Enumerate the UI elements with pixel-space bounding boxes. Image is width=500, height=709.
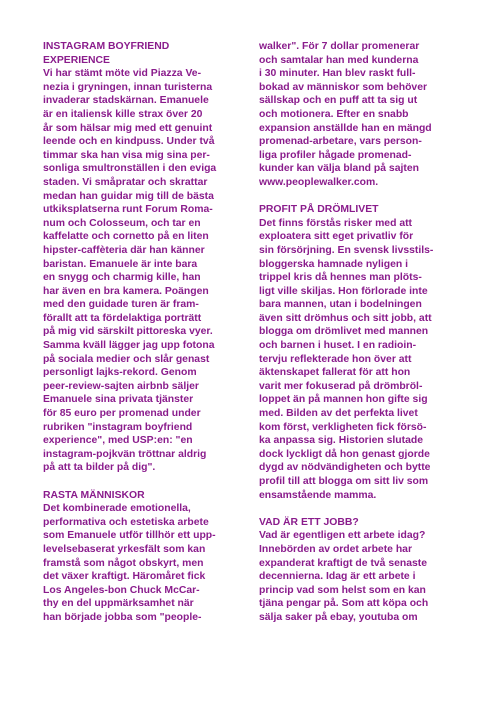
body-text-line: han började jobba som "people-	[43, 611, 202, 623]
body-text-line: blogga om drömlivet med mannen	[259, 326, 429, 338]
body-text-line: sälja saker på ebay, youtuba om	[259, 611, 418, 623]
body-text-line: dygd av nödvändigheten och bytte	[259, 462, 431, 474]
section-body-text	[259, 217, 464, 502]
body-text-line: för 85 euro per promenad under	[43, 408, 201, 420]
body-text-line: expanderat kraftigt de två senaste	[259, 557, 428, 569]
body-text-line: promenad-arbetare, vars person-	[259, 136, 422, 148]
body-text-line: har även en bra kamera. Poängen	[43, 285, 209, 297]
body-text-line: liga profiler hågade promenad-	[259, 149, 412, 161]
heading-line: INSTAGRAM BOYFRIEND	[43, 41, 170, 52]
body-text-line: Det kombinerade emotionella,	[43, 503, 191, 515]
body-text-line: med. Bilden av det perfekta livet	[259, 408, 418, 420]
body-text-line: exploatera sitt eget privatliv för	[259, 231, 414, 243]
body-text-line: Emanuele sina privata tjänster	[43, 394, 194, 406]
heading-line: RASTA MÄNNISKOR	[43, 489, 145, 501]
body-text-line: som Emanuele utför tillhör ett upp-	[43, 530, 216, 542]
body-text-line: num och Colosseum, och tar en	[43, 217, 201, 229]
body-text-line: profil till att blogga om sitt liv som	[259, 476, 429, 487]
body-text-line: på mig vid särskilt pittoreska vyer.	[43, 326, 213, 338]
body-text-line: på sociala medier och slår genast	[43, 353, 210, 365]
body-text-line: i 30 minuter. Han blev raskt full-	[259, 68, 416, 80]
section-body-text	[43, 67, 240, 475]
body-text-line: tervju reflekterade hon över att	[259, 353, 412, 365]
body-text-line: levelsebaserat yrkesfält som kan	[43, 543, 206, 555]
body-text-line: bokad av människor som behöver	[259, 81, 428, 93]
section-body-text	[43, 502, 240, 624]
body-text-line: baristan. Emanuele är inte bara	[43, 258, 198, 270]
body-text-line: bloggerska hamnade nyligen i	[259, 258, 408, 270]
body-text-line: äktenskapet fallerat för att hon	[259, 367, 411, 379]
body-text-line: thy en del uppmärksamhet när	[43, 598, 194, 610]
body-text-line: trippel kris då hennes man plöts-	[259, 272, 422, 284]
left-column	[43, 40, 240, 625]
body-text-line: loppet än på mannen hon gifte sig	[259, 394, 428, 406]
body-text-line: Los Angeles-bon Chuck McCar-	[43, 584, 200, 596]
body-text-line: utkiksplatserna runt Forum Roma-	[43, 204, 213, 216]
body-text-line: www.peoplewalker.com.	[259, 176, 379, 188]
body-text-line: expansion anställde han en mängd	[259, 122, 432, 134]
section-heading-rasta-manniskor	[43, 489, 240, 503]
body-text-line: performativa och estetiska arbete	[43, 516, 209, 528]
section-heading-vad-ar-ett-jobb	[259, 516, 464, 530]
body-text-line: kaffelatte och cornetto på en liten	[43, 231, 209, 243]
body-text-line: invaderar stadskärnan. Emanuele	[43, 95, 209, 107]
body-text-line: experience", med USP:en: "en	[43, 435, 193, 447]
body-text-line: leende och en kindpuss. Under två	[43, 136, 215, 148]
body-text-line: och barnen i huset. I en radioin-	[259, 340, 417, 352]
body-text-line: ligt ville skiljas. Hon förlorade inte	[259, 285, 428, 297]
body-text-line: kunder kan välja bland på sajten	[259, 163, 419, 175]
body-text-line: varit mer fokuserad på drömbröl-	[259, 380, 423, 392]
body-text-line: sonliga smultronställen i den eviga	[43, 163, 217, 175]
body-text-line: medan han guidar mig till de bästa	[43, 190, 214, 202]
body-text-line: Samma kväll lägger jag upp fotona	[43, 340, 215, 352]
body-text-line: år som hälsar mig med ett genuint	[43, 122, 213, 134]
body-text-line: framstå som något obskyrt, men	[43, 557, 204, 569]
body-text-line: decennierna. Idag är ett arbete i	[259, 571, 416, 583]
heading-line: PROFIT PÅ DRÖMLIVET	[259, 204, 379, 216]
body-text-line: en snygg och charmig kille, han	[43, 272, 201, 284]
body-text-line: personligt lajks-rekord. Genom	[43, 367, 197, 379]
body-text-line: timmar ska han visa mig sina per-	[43, 149, 210, 161]
body-text-line: med den guidade turen är fram-	[43, 299, 199, 311]
section-body-text	[259, 40, 464, 190]
article-section	[259, 516, 464, 625]
body-text-line: peer-review-sajten airbnb säljer	[43, 380, 199, 392]
body-text-line: och samtalar han med kunderna	[259, 54, 419, 66]
body-text-line: på att ta bilder på dig".	[43, 462, 156, 474]
article-section	[259, 203, 464, 502]
body-text-line: sin försörjning. En svensk livsstils-	[259, 244, 434, 256]
body-text-line: bara mannen, utan i bodelningen	[259, 299, 422, 311]
right-column	[259, 40, 464, 625]
body-text-line: kom först, verkligheten fick försö-	[259, 421, 427, 433]
body-text-line: förallt att ta fördelaktiga porträtt	[43, 312, 202, 324]
body-text-line: hipster-caffèteria där han känner	[43, 244, 205, 256]
body-text-line: nezia i gryningen, innan turisterna	[43, 81, 213, 93]
body-text-line: tjäna pengar på. Som att köpa och	[259, 598, 429, 610]
body-text-line: ensamstående mamma.	[259, 489, 377, 501]
body-text-line: dock lyckligt då hon genast gjorde	[259, 448, 430, 460]
body-text-line: instagram-pojkvän tröttnar aldrig	[43, 448, 207, 460]
article-section	[259, 40, 464, 190]
article-section	[43, 489, 240, 625]
article-section	[43, 40, 240, 475]
body-text-line: rubriken "instagram boyfriend	[43, 421, 193, 433]
body-text-line: det växer kraftigt. Häromåret fick	[43, 571, 206, 583]
body-text-line: och motionera. Efter en snabb	[259, 108, 409, 120]
body-text-line: sällskap och en puff att ta sig ut	[259, 95, 418, 107]
section-heading-instagram-boyfriend-experience	[43, 40, 240, 67]
body-text-line: även sitt drömhus och sitt jobb, att	[259, 312, 432, 324]
body-text-line: Innebörden av ordet arbete har	[259, 543, 413, 555]
body-text-line: ka anpassa sig. Historien slutade	[259, 435, 424, 447]
heading-line: VAD ÄR ETT JOBB?	[259, 516, 359, 528]
body-text-line: Det finns förstås risker med att	[259, 217, 413, 229]
body-text-line: Vad är egentligen ett arbete idag?	[259, 530, 426, 542]
heading-line: EXPERIENCE	[43, 54, 110, 66]
body-text-line: är en italiensk kille strax över 20	[43, 108, 203, 120]
body-text-line: Vi har stämt möte vid Piazza Ve-	[43, 68, 202, 80]
body-text-line: staden. Vi småpratar och skrattar	[43, 176, 208, 188]
body-text-line: princip vad som helst som en kan	[259, 584, 426, 596]
section-heading-profit-pa-dromlivet	[259, 203, 464, 217]
body-text-line: walker". För 7 dollar promenerar	[259, 41, 420, 52]
section-body-text	[259, 529, 464, 624]
